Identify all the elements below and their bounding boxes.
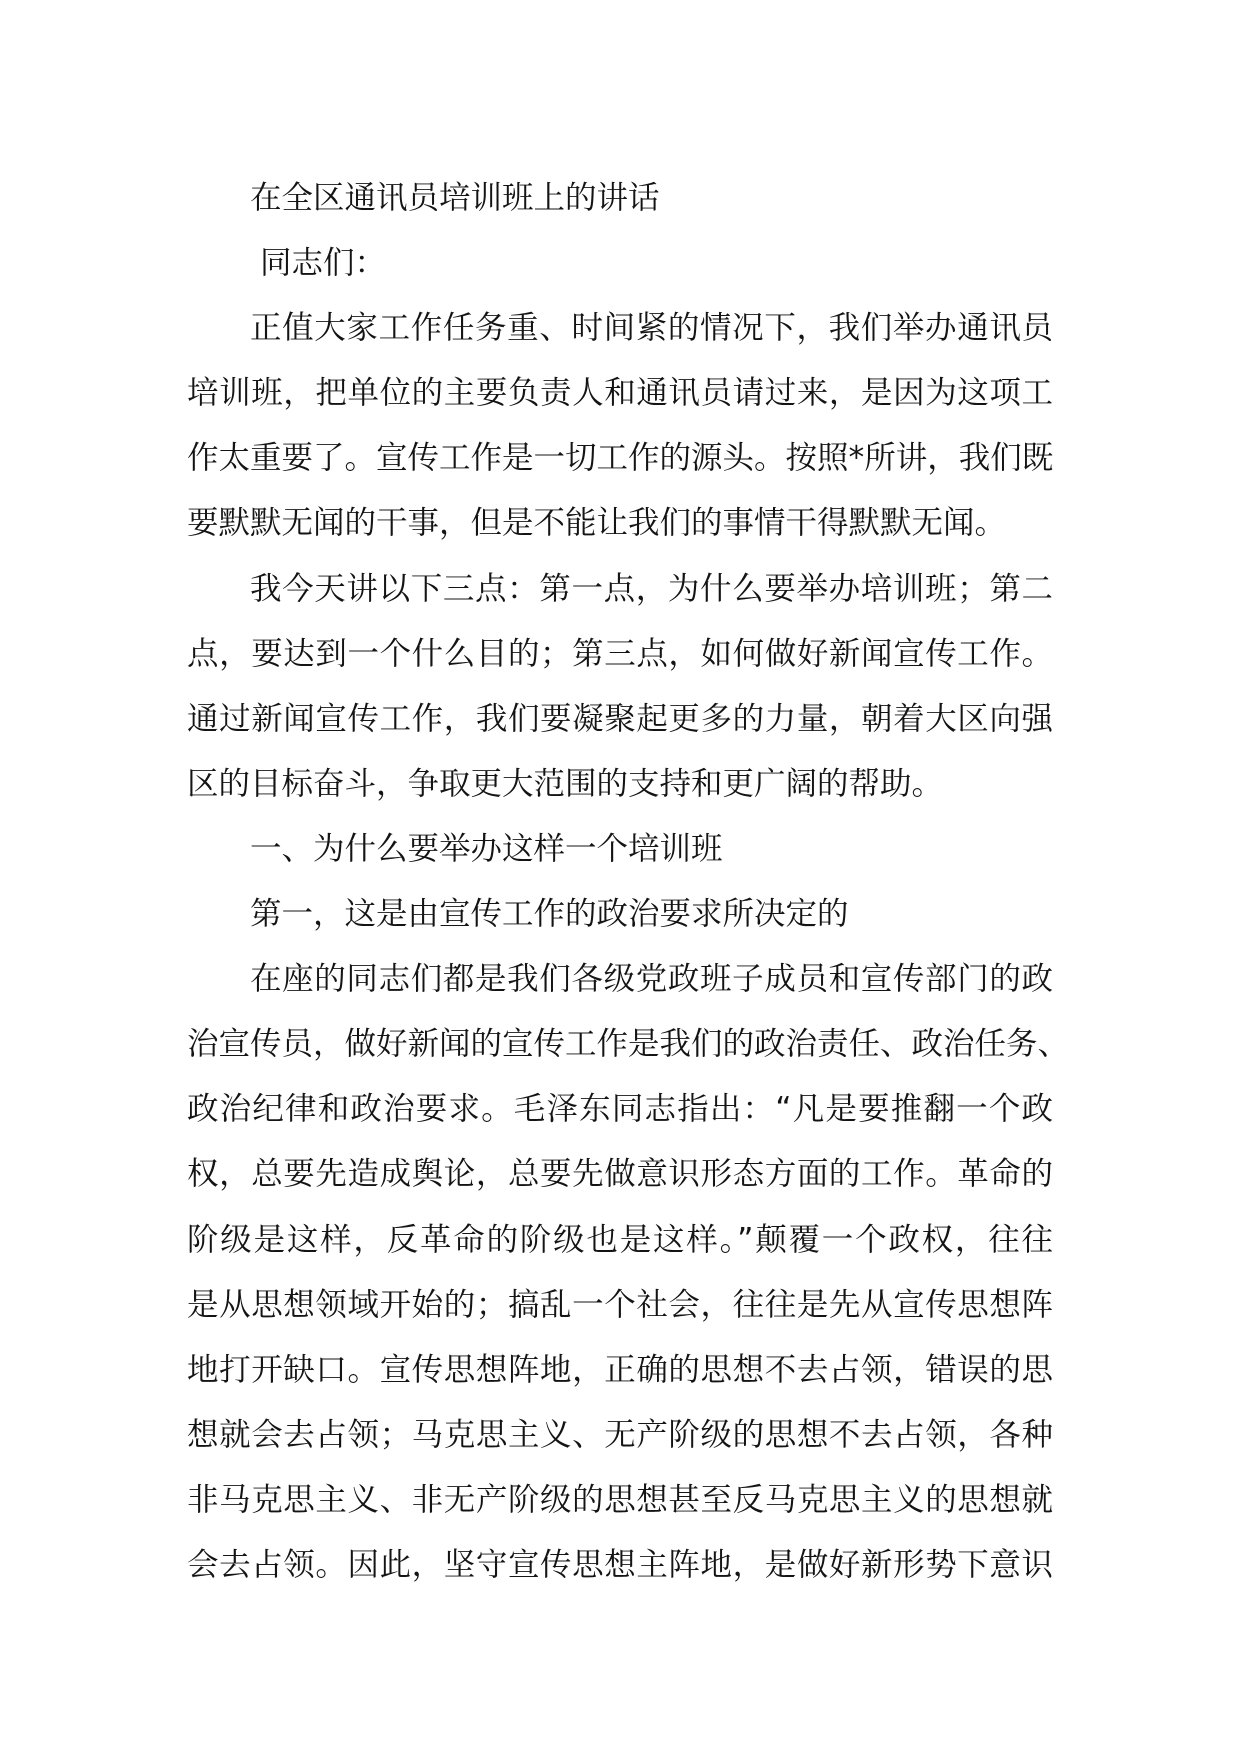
subsection-heading: 第一，这是由宣传工作的政治要求所决定的 <box>250 896 849 933</box>
paragraph-line: 非马克思主义、非无产阶级的思想甚至反马克思主义的思想就 <box>187 1481 1053 1518</box>
paragraph <box>187 296 1053 556</box>
paragraph-line: 阶级是这样，反革命的阶级也是这样。”颠覆一个政权，往往 <box>187 1221 1053 1258</box>
paragraph-line: 地打开缺口。宣传思想阵地，正确的思想不去占领，错误的思 <box>187 1351 1053 1388</box>
paragraph-line: 区的目标奋斗，争取更大范围的支持和更广阔的帮助。 <box>187 765 944 802</box>
paragraph-line: 我今天讲以下三点：第一点，为什么要举办培训班；第二 <box>250 570 1053 607</box>
section-heading: 一、为什么要举办这样一个培训班 <box>250 830 723 867</box>
salutation: 同志们： <box>260 245 387 282</box>
paragraph-line: 在座的同志们都是我们各级党政班子成员和宣传部门的政 <box>250 961 1053 998</box>
paragraph-line: 治宣传员，做好新闻的宣传工作是我们的政治责任、政治任务、 <box>187 1026 1070 1063</box>
paragraph-line: 点，要达到一个什么目的；第三点，如何做好新闻宣传工作。 <box>187 635 1053 672</box>
paragraph-line: 作太重要了。宣传工作是一切工作的源头。按照*所讲，我们既 <box>187 440 1054 477</box>
paragraph-line: 通过新闻宣传工作，我们要凝聚起更多的力量，朝着大区向强 <box>187 700 1053 737</box>
paragraph-line: 正值大家工作任务重、时间紧的情况下，我们举办通讯员 <box>250 310 1053 347</box>
paragraph <box>187 557 1053 817</box>
paragraph-line: 要默默无闻的干事，但是不能让我们的事情干得默默无闻。 <box>187 505 1007 542</box>
paragraph-line: 培训班，把单位的主要负责人和通讯员请过来，是因为这项工 <box>187 375 1053 412</box>
paragraph-line: 权，总要先造成舆论，总要先做意识形态方面的工作。革命的 <box>187 1156 1053 1193</box>
document-title: 在全区通讯员培训班上的讲话 <box>250 180 660 216</box>
paragraph-line: 是从思想领域开始的；搞乱一个社会，往往是先从宣传思想阵 <box>187 1286 1053 1323</box>
paragraph-line: 政治纪律和政治要求。毛泽东同志指出：“凡是要推翻一个政 <box>187 1091 1053 1128</box>
paragraph-line: 会去占领。因此，坚守宣传思想主阵地，是做好新形势下意识 <box>187 1546 1053 1583</box>
document-body <box>187 166 1070 1598</box>
paragraph <box>187 947 1070 1598</box>
paragraph-line: 想就会去占领；马克思主义、无产阶级的思想不去占领，各种 <box>187 1416 1053 1453</box>
